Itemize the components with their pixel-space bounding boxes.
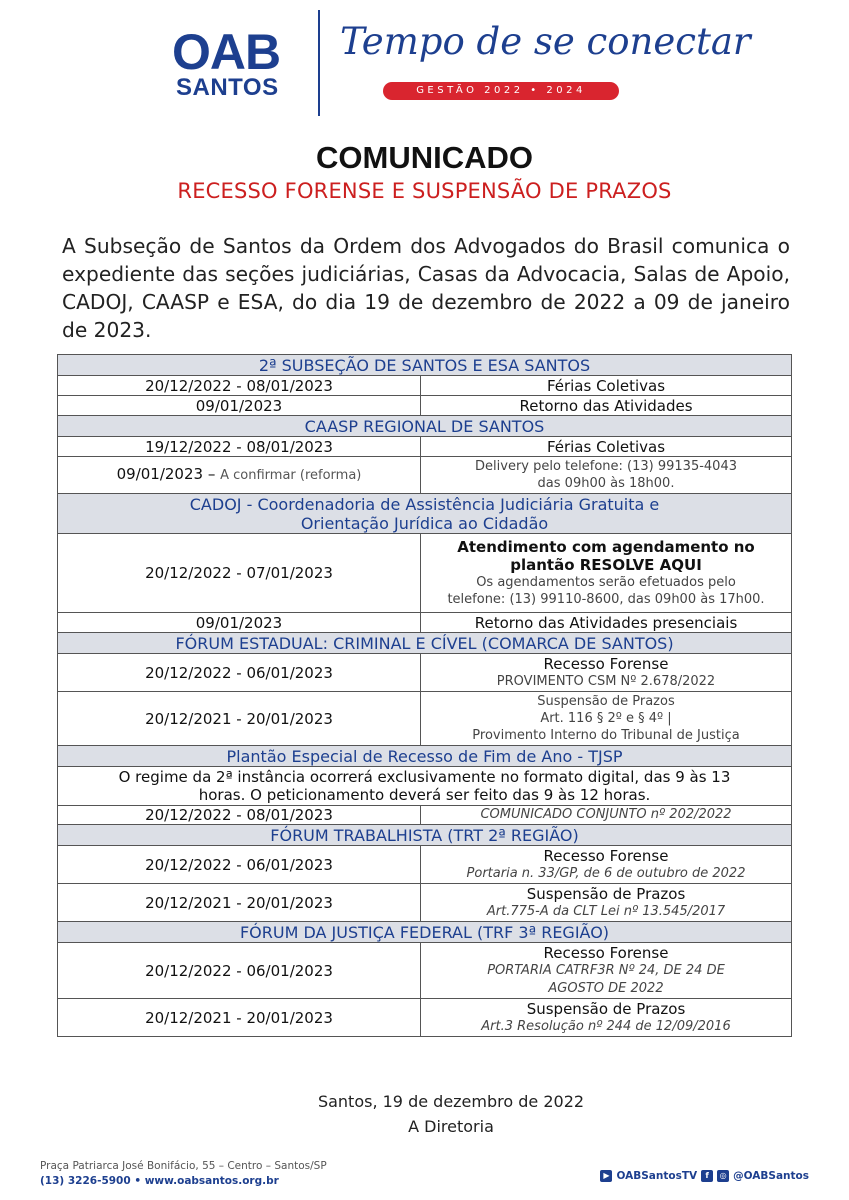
page-title: COMUNICADO xyxy=(316,140,533,175)
section-header: FÓRUM ESTADUAL: CRIMINAL E CÍVEL (COMARCA DE SANTOS) xyxy=(58,633,792,654)
date-cell: 20/12/2022 - 08/01/2023 xyxy=(58,806,421,825)
date-note: A confirmar (reforma) xyxy=(220,468,362,483)
facebook-icon: f xyxy=(701,1170,713,1182)
date-cell: 09/01/2023 xyxy=(58,396,421,416)
notice-line: horas. O peticionamento deverá ser feito das 9 às 12 horas. xyxy=(198,786,651,804)
info-line: Suspensão de Prazos xyxy=(526,999,686,1018)
table-row xyxy=(58,534,792,613)
table-row xyxy=(58,884,792,922)
table-row xyxy=(58,457,792,494)
info-line: Delivery pelo telefone: (13) 99135-4043 xyxy=(475,459,737,474)
notice-cell xyxy=(58,767,792,806)
table-row xyxy=(58,396,792,416)
info-cell xyxy=(421,943,792,999)
info-cell: Férias Coletivas xyxy=(421,376,792,396)
oab-santos-logo xyxy=(172,24,292,101)
youtube-icon: ▶ xyxy=(600,1170,612,1182)
info-line: Suspensão de Prazos xyxy=(537,694,675,709)
date-cell: 09/01/2023 xyxy=(58,613,421,633)
table-row xyxy=(58,376,792,396)
info-cell xyxy=(421,999,792,1037)
info-line: Recesso Forense xyxy=(543,846,669,865)
info-line: Portaria n. 33/GP, de 6 de outubro de 2022 xyxy=(466,865,746,881)
info-line: Art.775-A da CLT Lei nº 13.545/2017 xyxy=(486,903,726,919)
date-cell: 20/12/2021 - 20/01/2023 xyxy=(58,999,421,1037)
page-subtitle: RECESSO FORENSE E SUSPENSÃO DE PRAZOS xyxy=(177,179,672,203)
date-cell: 20/12/2022 - 06/01/2023 xyxy=(58,846,421,884)
signatory: A Diretoria xyxy=(408,1117,494,1136)
date-cell: 20/12/2021 - 20/01/2023 xyxy=(58,884,421,922)
logo-oab-text: OAB xyxy=(172,24,281,80)
info-cell xyxy=(421,846,792,884)
info-line: Atendimento com agendamento no xyxy=(457,538,755,556)
section-header: 2ª SUBSEÇÃO DE SANTOS E ESA SANTOS xyxy=(58,355,792,376)
date-cell xyxy=(58,457,421,494)
info-cell: COMUNICADO CONJUNTO nº 202/2022 xyxy=(421,806,792,825)
instagram-icon: ◎ xyxy=(717,1170,729,1182)
info-cell xyxy=(421,692,792,746)
section-title-line: CADOJ - Coordenadoria de Assistência Judiciária Gratuita e xyxy=(189,494,660,514)
footer-contact: (13) 3226-5900 • www.oabsantos.org.br xyxy=(40,1175,279,1187)
table-row xyxy=(58,846,792,884)
info-cell xyxy=(421,457,792,494)
info-line: AGOSTO DE 2022 xyxy=(548,980,664,996)
date-cell: 20/12/2022 - 08/01/2023 xyxy=(58,376,421,396)
table-row xyxy=(58,654,792,692)
info-line: Art. 116 § 2º e § 4º | xyxy=(540,711,672,726)
date-cell: 20/12/2022 - 06/01/2023 xyxy=(58,654,421,692)
info-cell xyxy=(421,534,792,613)
footer-social xyxy=(600,1170,809,1182)
info-line: Provimento Interno do Tribunal de Justiça xyxy=(472,728,740,743)
info-line: Recesso Forense xyxy=(543,655,669,673)
youtube-handle: OABSantosTV xyxy=(616,1170,698,1182)
table-row xyxy=(58,692,792,746)
info-cell xyxy=(421,884,792,922)
info-line: Art.3 Resolução nº 244 de 12/09/2016 xyxy=(481,1018,731,1034)
info-line: telefone: (13) 99110-8600, das 09h00 às 17h00. xyxy=(447,592,765,607)
info-cell: Retorno das Atividades xyxy=(421,396,792,416)
section-header: CAASP REGIONAL DE SANTOS xyxy=(58,416,792,437)
date-cell: 20/12/2022 - 07/01/2023 xyxy=(58,534,421,613)
section-header: FÓRUM TRABALHISTA (TRT 2ª REGIÃO) xyxy=(58,825,792,846)
section-title-line: Orientação Jurídica ao Cidadão xyxy=(300,513,549,533)
section-header xyxy=(58,494,792,534)
table-row xyxy=(58,943,792,999)
info-line: plantão RESOLVE AQUI xyxy=(510,556,702,574)
table-row xyxy=(58,767,792,806)
table-row xyxy=(58,613,792,633)
footer-address: Praça Patriarca José Bonifácio, 55 – Centro – Santos/SP xyxy=(40,1160,327,1172)
info-cell: Retorno das Atividades presenciais xyxy=(421,613,792,633)
info-line: Os agendamentos serão efetuados pelo xyxy=(476,575,736,590)
table-row xyxy=(58,999,792,1037)
table-row xyxy=(58,806,792,825)
schedule-table xyxy=(57,354,792,1037)
notice-line: O regime da 2ª instância ocorrerá exclusivamente no formato digital, das 9 às 13 xyxy=(118,768,731,786)
date-cell: 19/12/2022 - 08/01/2023 xyxy=(58,437,421,457)
date-cell: 20/12/2022 - 06/01/2023 xyxy=(58,943,421,999)
social-handle: @OABSantos xyxy=(733,1170,809,1182)
header-divider xyxy=(318,10,320,116)
place-date: Santos, 19 de dezembro de 2022 xyxy=(317,1092,585,1111)
intro-paragraph: A Subseção de Santos da Ordem dos Advogados do Brasil comunica o expediente das seções judiciárias, Casas da Advocacia, Salas de Apoio, CADOJ, CAASP e ESA, do dia 19 de dezembro de 2022 a 09 de janeiro de 2023. xyxy=(62,234,790,342)
table-row xyxy=(58,437,792,457)
info-cell xyxy=(421,654,792,692)
info-line: das 09h00 às 18h00. xyxy=(537,476,675,491)
section-header: Plantão Especial de Recesso de Fim de Ano - TJSP xyxy=(58,746,792,767)
info-line: PROVIMENTO CSM Nº 2.678/2022 xyxy=(496,674,716,689)
slogan: Tempo de se conectar xyxy=(340,20,751,63)
date-text: 09/01/2023 – xyxy=(116,465,216,483)
info-line: PORTARIA CATRF3R Nº 24, DE 24 DE xyxy=(487,962,725,978)
info-cell: Férias Coletivas xyxy=(421,437,792,457)
info-line: Suspensão de Prazos xyxy=(526,884,686,903)
info-line: Recesso Forense xyxy=(543,943,669,962)
date-cell: 20/12/2021 - 20/01/2023 xyxy=(58,692,421,746)
gestao-badge: GESTÃO 2022 • 2024 xyxy=(383,82,619,100)
logo-santos-text: SANTOS xyxy=(176,74,279,101)
section-header: FÓRUM DA JUSTIÇA FEDERAL (TRF 3ª REGIÃO) xyxy=(58,922,792,943)
